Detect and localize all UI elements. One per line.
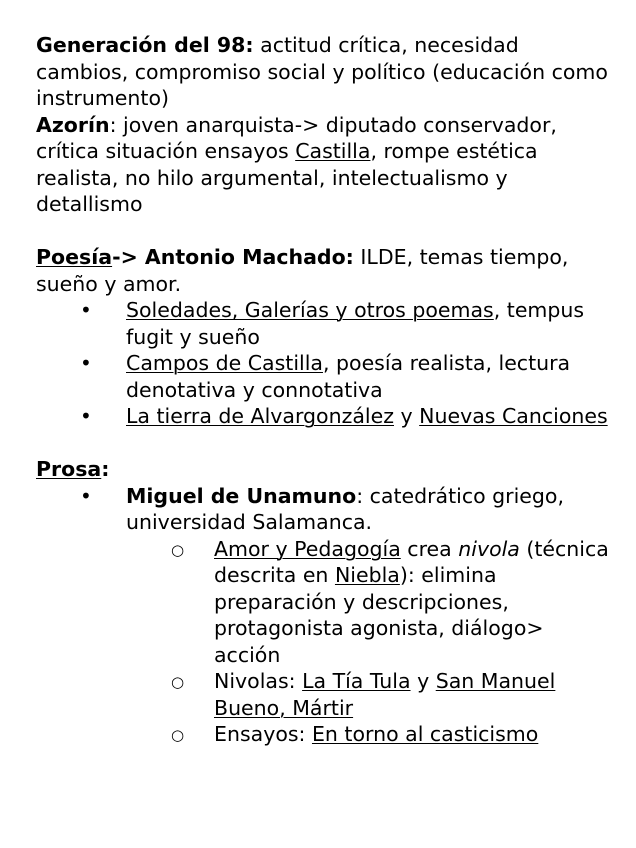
text: ): elimina preparación y descripciones, protagonista agonista, diálogo> acción <box>214 563 544 667</box>
poesia-text: ILDE, temas tiempo, sueño y amor. <box>36 245 569 296</box>
work-title: San Manuel Bueno, Mártir <box>214 669 556 720</box>
prosa-heading-line <box>36 456 616 483</box>
list-item <box>214 536 616 669</box>
spacer <box>36 218 616 245</box>
unamuno-name: Miguel de Unamuno <box>126 483 357 508</box>
generacion-text: actitud crítica, necesidad cambios, compromiso social y político (educación como instrumento) <box>36 33 608 110</box>
generacion-title: Generación del 98: <box>36 33 254 57</box>
work-title: Soledades, Galerías y otros poemas <box>126 298 494 322</box>
work-title: La tierra de Alvargonzález <box>126 404 394 428</box>
poesia-paragraph <box>36 244 616 297</box>
prosa-heading: Prosa <box>36 457 102 481</box>
unamuno-text: : catedrático griego, universidad Salamanca. <box>126 483 564 534</box>
label: Nivolas: <box>214 669 303 693</box>
azorin-work-castilla: Castilla <box>295 139 371 163</box>
azorin-paragraph <box>36 112 616 218</box>
work-title: Nuevas Canciones <box>419 404 608 428</box>
conjunction: y <box>410 669 436 693</box>
machado-name: Antonio Machado: <box>144 245 354 269</box>
work-title: La Tía Tula <box>302 669 411 693</box>
conjunction: y <box>393 404 420 428</box>
label: Ensayos: <box>214 722 312 746</box>
unamuno-works-list <box>126 536 616 748</box>
work-title: Amor y Pedagogía <box>214 536 401 561</box>
nivola-term: nivola <box>458 536 520 561</box>
work-description: , poesía realista, lectura denotativa y connotativa <box>126 351 571 402</box>
prosa-colon: : <box>101 457 110 481</box>
work-title: Campos de Castilla <box>126 351 323 375</box>
prosa-authors-list <box>36 483 616 748</box>
list-item <box>126 350 616 403</box>
azorin-text-2: , rompe estética realista, no hilo argumental, intelectualismo y detallismo <box>36 139 538 216</box>
machado-works-list <box>36 297 616 430</box>
work-title: En torno al casticismo <box>311 722 539 746</box>
list-item <box>126 483 616 748</box>
generacion-paragraph <box>36 32 616 112</box>
list-item <box>126 297 616 350</box>
list-item <box>126 403 616 430</box>
list-item <box>214 668 616 721</box>
azorin-text-1: : joven anarquista-> diputado conservador, crítica situación ensayos <box>36 112 557 163</box>
azorin-name: Azorín <box>36 112 110 137</box>
poesia-heading: Poesía <box>36 245 113 269</box>
text: crea <box>400 536 459 561</box>
spacer <box>36 430 616 457</box>
document-page <box>36 32 616 748</box>
list-item <box>214 721 616 748</box>
work-title: Niebla <box>334 563 400 587</box>
poesia-arrow: -> <box>112 245 145 269</box>
text: (técnica descrita en <box>214 536 609 587</box>
work-description: , tempus fugit y sueño <box>126 298 585 349</box>
